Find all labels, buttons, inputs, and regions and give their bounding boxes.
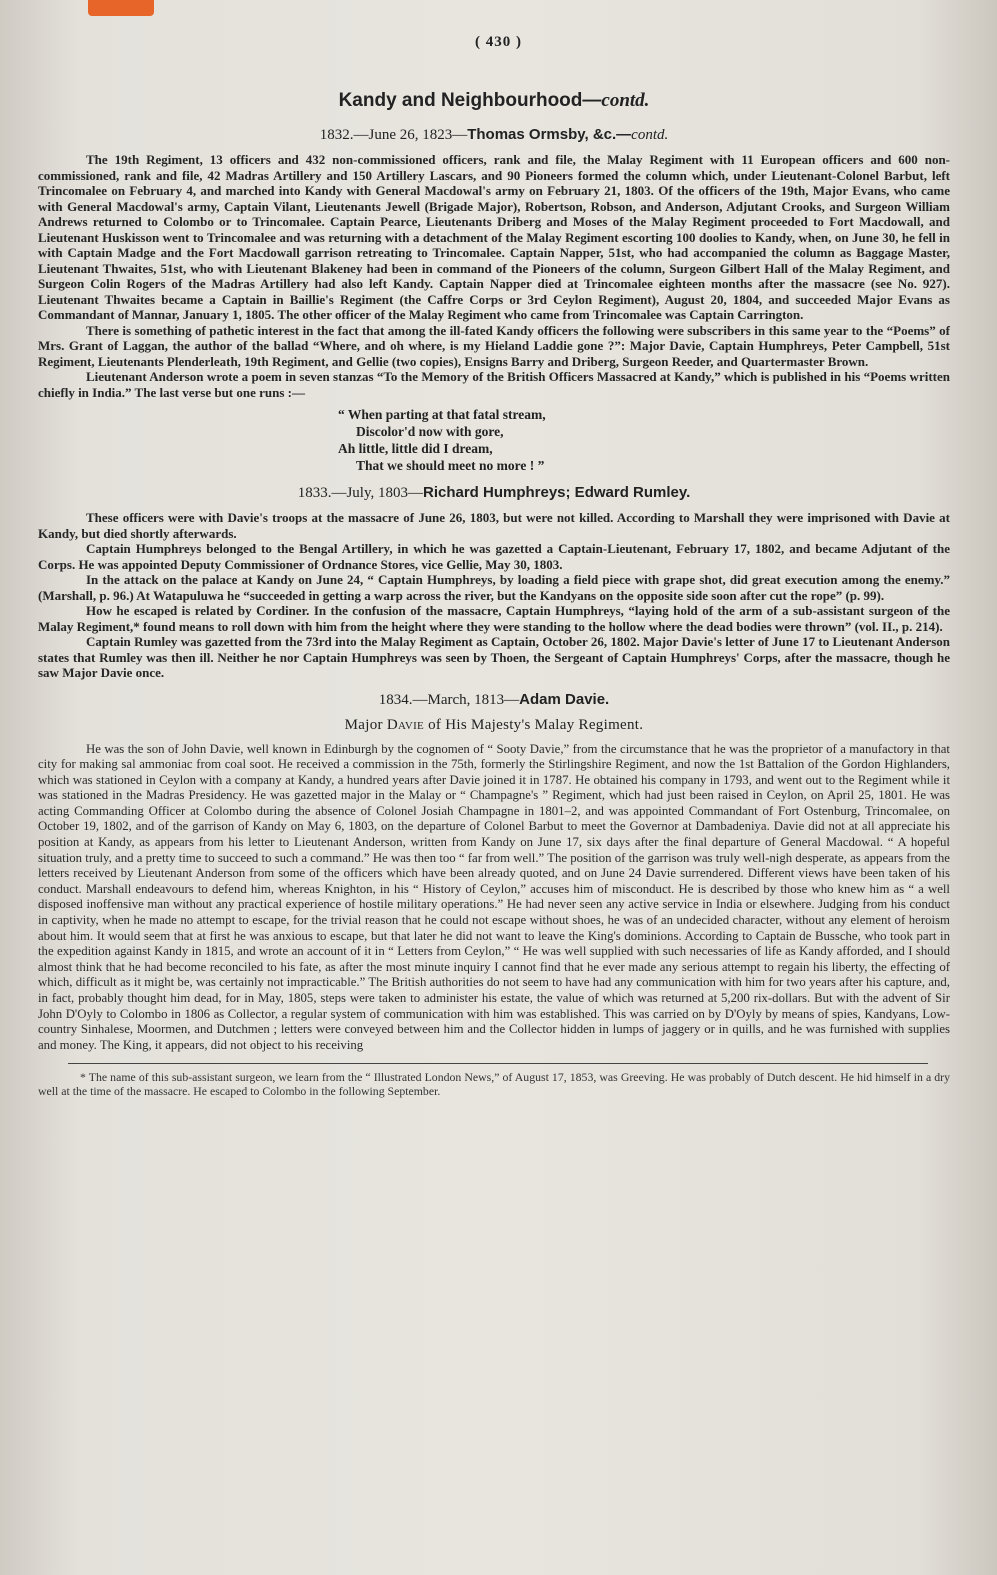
footnote: * The name of this sub-assistant surgeon, we learn from the “ Illustrated London News,” of August 17, 1853, was Greeving. He was probably of Dutch descent. He hid himself in a dry well at the time of the massacre. He escaped to Colombo in the following September. xyxy=(38,1070,950,1099)
page-content xyxy=(38,90,950,1098)
paragraph: The 19th Regiment, 13 officers and 432 non-commissioned officers, rank and file, the Malay Regiment with 11 European officers and 600 non-commissioned, rank and file, 42 Madras Artillery and 150 Artillery Lascars, and 90 Pioneers formed the column which, under Lieutenant-Colonel Barbut, left Trincomalee on February 4, and marched into Kandy with General Macdowal's army on February 21, 1803. Of the officers of the 19th, Major Evans, who came with General Macdowal's army, Captain Vilant, Lieutenants Jewell (Brigade Major), Robertson, Robson, and Anderson, Adjutant Crooks, and Surgeon William Andrews returned to Colombo or to Trincomalee. Captain Pearce, Lieutenants Driberg and Moses of the Malay Regiment proceeded to Fort Macdowall, and Lieutenant Huskisson went to Trincomalee and was returning with a detachment of the Malay Regiment escorting 100 doolies to Kandy, when, on June 30, he fell in with Captain Madge and the Fort Macdowall garrison retreating to Trincomalee. Captain Napper, 51st, who had accompanied the column as Baggage Master, Lieutenant Thwaites, 51st, who with Lieutenant Blakeney had been in command of the Pioneers of the column, Surgeon Gilbert Hall of the Malay Regiment, and Surgeon Colin Rogers of the Madras Artillery had also left Kandy. Captain Napper died at Trincomalee eighteen months after the massacre (see No. 927). Lieutenant Thwaites became a Captain in Baillie's Regiment (the Caffre Corps or 3rd Ceylon Regiment), August 20, 1804, and succeeded Major Evans as Commandant of Mannar, January 1, 1805. The other officer of the Malay Regiment who came from Trincomalee was Captain Carrington. xyxy=(38,152,950,322)
entry-heading-1832 xyxy=(38,126,950,144)
entry-subheading: Major Davie of His Majesty's Malay Regiment. xyxy=(344,716,644,733)
entry-heading-name: Adam Davie. xyxy=(519,690,610,708)
paragraph: Lieutenant Anderson wrote a poem in seven stanzas “To the Memory of the British Officers Massacred at Kandy,” which is published in his “Poems written chiefly in India.” The last verse but one runs :— xyxy=(38,369,950,400)
page-number: ( 430 ) xyxy=(475,34,522,50)
entry-heading-prefix: 1832.—June 26, 1823— xyxy=(319,127,468,143)
verse-line: Discolor'd now with gore, xyxy=(356,424,504,439)
entry-heading-prefix: 1834.—March, 1813— xyxy=(378,691,520,708)
paragraph: Captain Rumley was gazetted from the 73rd into the Malay Regiment as Captain, October 26, 1802. Major Davie's letter of June 17 to Lieutenant Anderson states that Rumley was then ill. Neither he nor Captain Humphreys was seen by Thoen, the Sergeant of Captain Humphreys' Corps, after the massacre, though he saw Major Davie once. xyxy=(38,634,950,680)
section-heading xyxy=(38,90,950,112)
section-heading-suffix: contd. xyxy=(601,90,650,111)
entry-heading-suffix: contd. xyxy=(631,127,669,143)
entry-heading-1833 xyxy=(38,484,950,502)
poem-verse xyxy=(338,406,950,474)
paragraph: How he escaped is related by Cordiner. In the confusion of the massacre, Captain Humphreys, “laying hold of the arm of a sub-assistant surgeon of the Malay Regiment,* found means to roll down with him from the height where they were standing to the hollow where the dead bodies were thrown” (vol. II., p. 214). xyxy=(38,603,950,634)
entry-heading-1834 xyxy=(38,691,950,709)
entry-heading-prefix: 1833.—July, 1803— xyxy=(297,485,423,501)
footnote-divider xyxy=(68,1063,928,1064)
paragraph: In the attack on the palace at Kandy on June 24, “ Captain Humphreys, by loading a field piece with grape shot, did great execution among the enemy.” (Marshall, p. 96.) At Watapuluwa he “succeeded in getting a warp across the river, but the Kandyans on the opposite side soon after cut the rope” (p. 99). xyxy=(38,572,950,603)
paragraph: These officers were with Davie's troops at the massacre of June 26, 1803, but were not killed. According to Marshall they were imprisoned with Davie at Kandy, but died shortly afterwards. xyxy=(38,510,950,541)
page-tab-marker xyxy=(88,0,154,16)
verse-line: Ah little, little did I dream, xyxy=(338,441,493,456)
entry-heading-name: Thomas Ormsby, &c.— xyxy=(467,126,632,143)
paragraph: There is something of pathetic interest in the fact that among the ill-fated Kandy officers the following were subscribers in this same year to the “Poems” of Mrs. Grant of Laggan, the author of the ballad “Where, and oh where, is my Hieland Laddie gone ?”: Major Davie, Captain Humphreys, Peter Campbell, 51st Regiment, Lieutenants Plenderleath, 19th Regiment, and Gellie (two copies), Ensigns Barry and Driberg, Surgeon Reeder, and Quartermaster Brown. xyxy=(38,322,950,369)
paragraph: Captain Humphreys belonged to the Bengal Artillery, in which he was gazetted a Captain-Lieutenant, February 17, 1802, and became Adjutant of the Corps. He was appointed Deputy Commissioner of Ordnance Stores, vice Gellie, May 30, 1803. xyxy=(38,541,950,572)
entry-heading-name: Richard Humphreys; Edward Rumley. xyxy=(422,484,691,501)
verse-line: That we should meet no more ! ” xyxy=(356,458,545,473)
section-heading-title: Kandy and Neighbourhood— xyxy=(338,90,602,111)
paragraph: He was the son of John Davie, well known in Edinburgh by the cognomen of “ Sooty Davie,” from the circumstance that he was the proprietor of a manufactory in that city for making sal ammoniac from coal soot. He received a commission in the 75th, formerly the Stirlingshire Regiment, and now the 1st Battalion of the Gordon Highlanders, which was stationed in Ceylon with a company at Kandy, a hundred years after Davie joined it in 1787. He obtained his company in 1793, and went out to the Regiment while it was stationed in the Madras Presidency. He was gazetted major in the Malay or “ Champagne's ” Regiment, which had just been raised in Ceylon, on April 25, 1801. He was acting Commanding Officer at Colombo during the absence of Colonel Josiah Champagne in 1801–2, and was appointed Commandant of Fort Ostenburg, Trincomalee, on October 19, 1802, and of the garrison of Kandy on May 6, 1803, on the departure of Colonel Barbut to meet the Governor at Dambadeniya. Davie did not at all appreciate his position at Kandy, as appears from his letter to Lieutenant Anderson, written from Kandy on June 17, six days after the final departure of General Macdowal. “ A hopeful situation truly, and a pretty time to succeed to such a command.” He was then too “ far from well.” The position of the garrison was truly well-nigh desperate, as appears from the letters received by Lieutenant Anderson from some of the officers which have been already quoted, and on June 24 Davie surrendered. Different views have been taken of his conduct. Marshall endeavours to defend him, whereas Knighton, in his “ History of Ceylon,” accuses him of misconduct. He is described by those who knew him as “ a well disposed inoffensive man without any practical experience of hostile military operations.” He had never seen any active service in India or elsewhere. Judging from his conduct in captivity, when he made no attempt to escape, for the trivial reason that he could not escape without shoes, he was of an undecided character, without any element of heroism about him. It would seem that at first he was anxious to escape, but that later he did not want to leave the King's dominions. According to Captain de Bussche, who took part in the expedition against Kandy in 1815, and wrote an account of it in “ Letters from Ceylon,” “ He was well supplied with such necessaries of life as Kandy afforded, and I should almost think that he had become reconciled to his fate, as after the most minute inquiry I cannot find that he ever made any serious attempt to regain his liberty, the effecting of which, difficult as it might be, was certainly not impracticable.” The British authorities do not seem to have had any communication with him for two years after his capture, and, in fact, probably thought him dead, for in May, 1805, steps were taken to administer his estate, the value of which was returned at 5,200 rix-dollars. But with the advent of Sir John D'Oyly to Colombo in 1806 as Collector, a regular system of communication with him was established. This was carried on by D'Oyly by means of spies, Kandyans, Low-country Sinhalese, Moormen, and Dutchmen ; letters were conveyed between him and the Collector hidden in lumps of jaggery or in quills, and he was furnished with supplies and money. The King, it appears, did not object to his receiving xyxy=(38,741,950,1052)
verse-line: “ When parting at that fatal stream, xyxy=(338,407,546,422)
